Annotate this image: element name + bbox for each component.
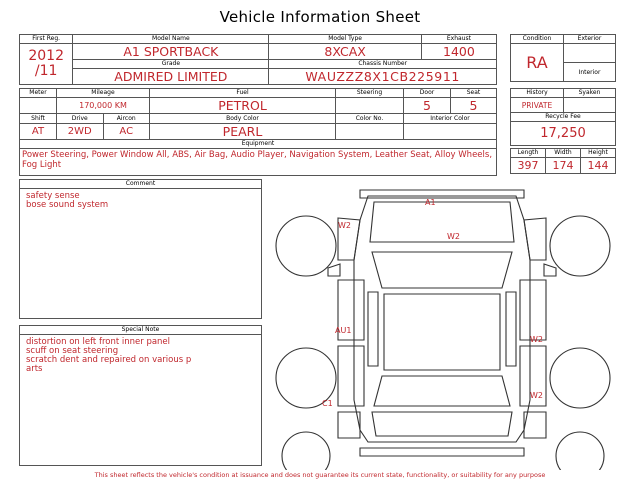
fuel-label: Fuel xyxy=(150,89,336,98)
damage-mark-a1: A1 xyxy=(425,198,436,207)
damage-mark-w2-right-rear: W2 xyxy=(530,391,543,400)
exterior-value xyxy=(564,44,616,63)
damage-mark-w2-right-rear-door: W2 xyxy=(530,335,543,344)
door-value: 5 xyxy=(404,98,451,114)
wheel-rear-right xyxy=(550,348,610,408)
interior-label: Interior xyxy=(564,63,616,82)
car-body-outline xyxy=(354,196,530,442)
aircon-value: AC xyxy=(119,126,134,137)
height-value: 144 xyxy=(581,158,616,174)
comment-text xyxy=(20,189,261,213)
syaken-label: Syaken xyxy=(564,89,616,98)
note-line: distortion on left front inner panel xyxy=(26,337,171,347)
comment-line: bose sound system xyxy=(26,200,109,210)
first-reg-month: /11 xyxy=(34,63,58,79)
first-reg-cell xyxy=(20,44,73,85)
dimensions-table xyxy=(510,148,616,174)
meter-label: Meter xyxy=(20,89,57,98)
model-type-value: 8XCAX xyxy=(269,44,421,60)
shift-label: Shift xyxy=(20,114,57,124)
exhaust-label: Exhaust xyxy=(421,35,496,44)
history-table xyxy=(510,88,616,146)
comment-label: Comment xyxy=(20,180,261,189)
drive-label: Drive xyxy=(57,114,103,123)
wheel-spare-left xyxy=(282,432,330,470)
exhaust-value: 1400 xyxy=(421,44,496,60)
condition-label: Condition xyxy=(511,35,564,44)
damage-mark-w2-hood: W2 xyxy=(447,232,460,241)
damage-mark-w2-front-left: W2 xyxy=(338,221,351,230)
disclaimer-footer: This sheet reflects the vehicle's condition at issuance and does not guarantee its current state, functionality, or suitability for any purpose xyxy=(94,471,546,479)
right-front-door xyxy=(520,280,546,340)
rear-window xyxy=(374,376,510,406)
fuel-value: PETROL xyxy=(150,98,336,114)
equipment-label: Equipment xyxy=(20,140,497,149)
wheel-front-left xyxy=(276,216,336,276)
hood xyxy=(370,202,514,242)
page-title: Vehicle Information Sheet xyxy=(219,8,421,26)
comment-line: safety sense xyxy=(26,191,80,201)
length-value: 397 xyxy=(511,158,546,174)
windshield xyxy=(372,252,512,288)
length-label: Length xyxy=(511,149,546,158)
condition-table xyxy=(510,34,616,82)
interior-color-label: Interior Color xyxy=(404,114,497,124)
mileage-value: 170,000 KM xyxy=(57,98,150,114)
vehicle-info-table xyxy=(19,34,497,85)
body-color-label: Body Color xyxy=(150,114,336,124)
door-label: Door xyxy=(404,89,451,98)
grade-label: Grade xyxy=(73,60,269,69)
roof xyxy=(384,294,500,370)
color-no-value xyxy=(336,124,404,140)
left-rear-door xyxy=(338,346,364,406)
seat-label: Seat xyxy=(451,89,497,98)
steering-value xyxy=(336,98,404,114)
seat-value: 5 xyxy=(451,98,497,114)
model-name-value: A1 SPORTBACK xyxy=(73,44,269,60)
special-note-label: Special Note xyxy=(20,326,261,335)
meter-value xyxy=(20,98,57,114)
special-note-box xyxy=(19,325,262,466)
width-label: Width xyxy=(546,149,581,158)
note-line: scuff on seat steering xyxy=(26,346,119,356)
first-reg-label: First Reg. xyxy=(20,35,73,44)
drive-aircon-value-cell xyxy=(57,124,150,140)
exterior-label: Exterior xyxy=(564,35,616,44)
damage-mark-au1: AU1 xyxy=(335,326,352,335)
vehicle-spec-table xyxy=(19,88,497,176)
model-type-label: Model Type xyxy=(269,35,421,44)
color-no-label: Color No. xyxy=(336,114,404,124)
aircon-label: Aircon xyxy=(116,114,136,122)
comment-box xyxy=(19,179,262,319)
equipment-value: Power Steering, Power Window All, ABS, Air Bag, Audio Player, Navigation System, Leather Seat, Alloy Wheels, Fog Light xyxy=(20,149,497,176)
syaken-value xyxy=(564,98,616,113)
note-line: arts xyxy=(26,364,43,374)
height-label: Height xyxy=(581,149,616,158)
drive-aircon-label-cell xyxy=(57,114,150,124)
special-note-text xyxy=(20,335,261,377)
first-reg-year: 2012 xyxy=(28,48,64,64)
width-value: 174 xyxy=(546,158,581,174)
steering-label: Steering xyxy=(336,89,404,98)
model-name-label: Model Name xyxy=(73,35,269,44)
shift-value: AT xyxy=(20,124,57,140)
grade-value: ADMIRED LIMITED xyxy=(73,69,269,85)
condition-value: RA xyxy=(511,44,564,82)
note-line: scratch dent and repaired on various p xyxy=(26,355,192,365)
car-damage-diagram xyxy=(268,180,616,470)
chassis-value: WAUZZZ8X1CB225911 xyxy=(269,69,497,85)
recycle-fee-label: Recycle Fee xyxy=(511,113,616,122)
drive-value: 2WD xyxy=(57,124,103,139)
mileage-label: Mileage xyxy=(57,89,150,98)
wheel-spare-right xyxy=(556,432,604,470)
damage-mark-c1: C1 xyxy=(322,399,333,408)
body-color-value: PEARL xyxy=(150,124,336,140)
history-value: PRIVATE xyxy=(511,98,564,113)
history-label: History xyxy=(511,89,564,98)
wheel-front-right xyxy=(550,216,610,276)
recycle-fee-value: 17,250 xyxy=(511,122,616,146)
interior-color-value xyxy=(404,124,497,140)
chassis-label: Chassis Number xyxy=(269,60,497,69)
